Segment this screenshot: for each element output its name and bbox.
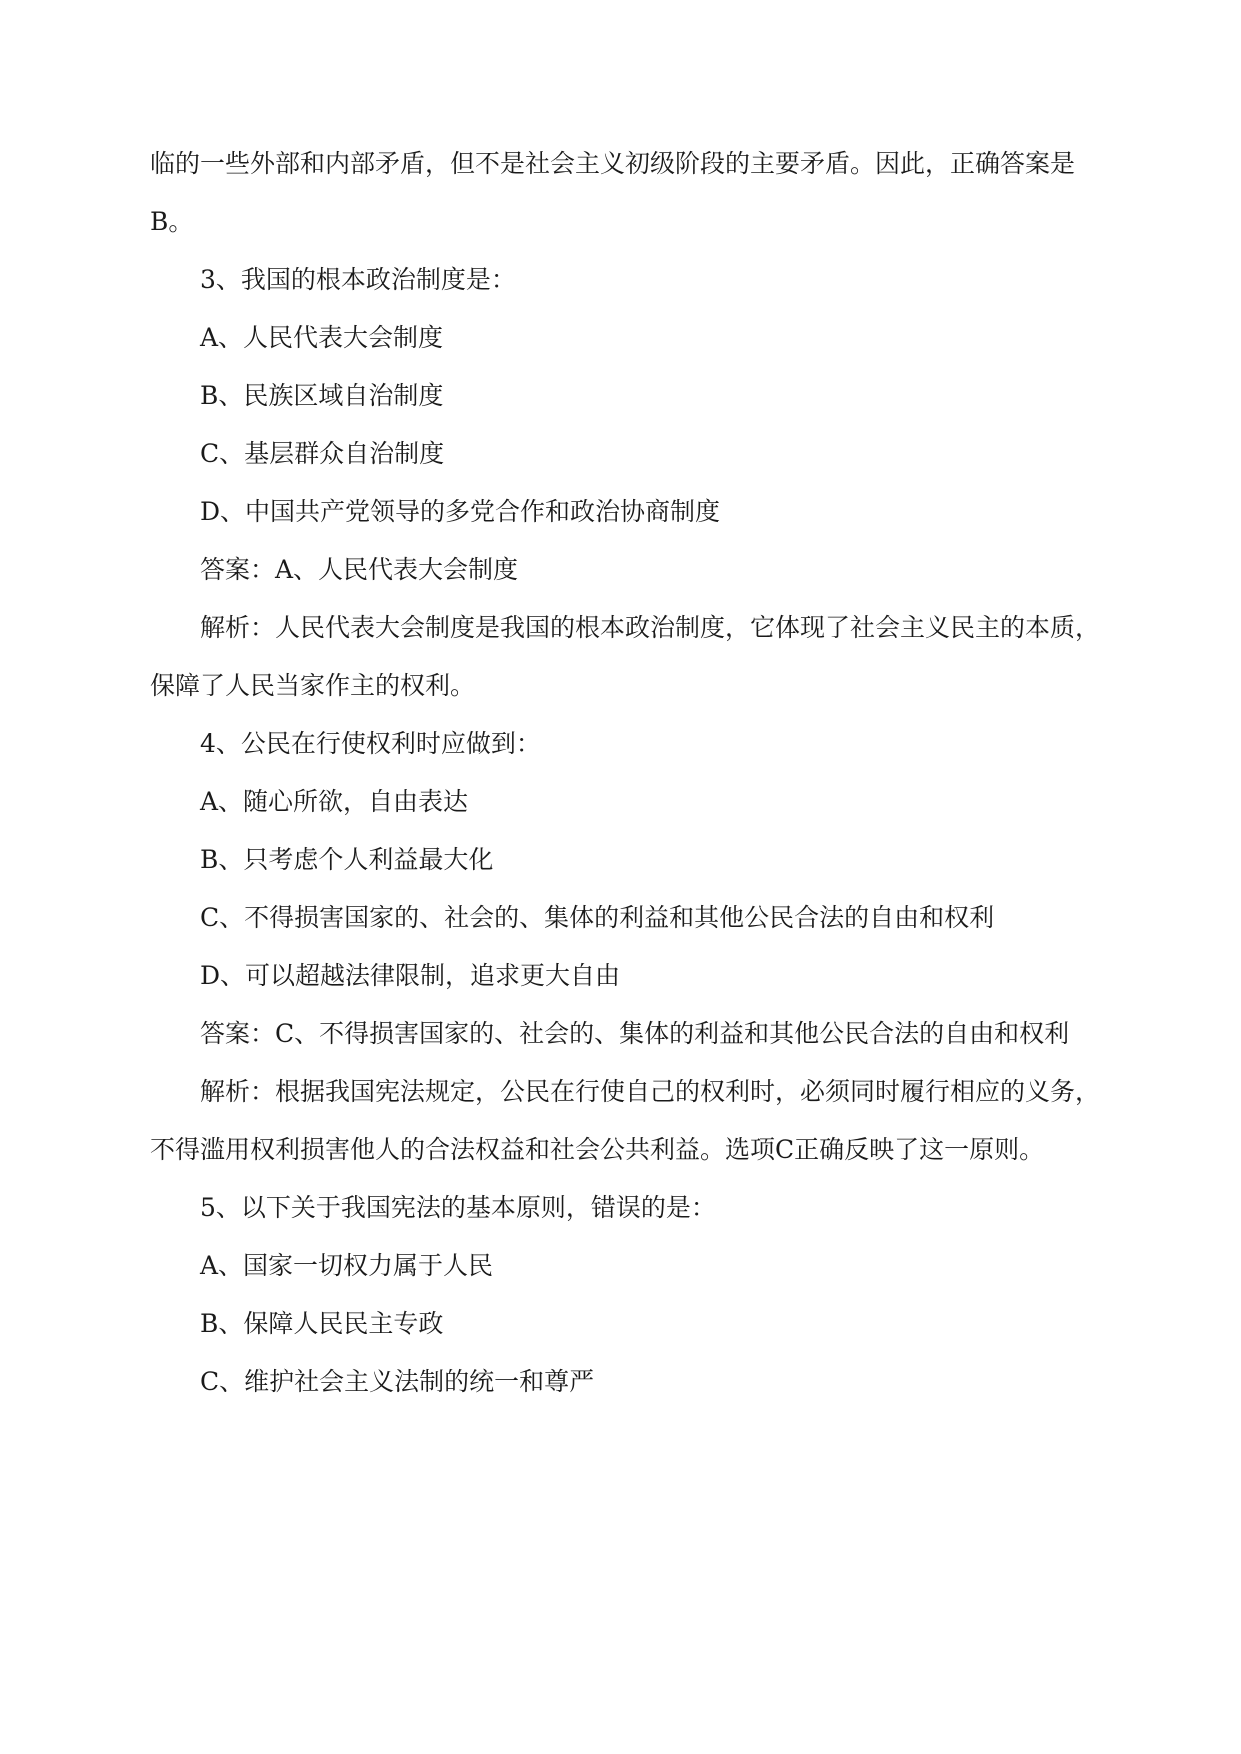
question-3-option-d: D、中国共产党领导的多党合作和政治协商制度	[200, 497, 721, 526]
intro-line-1: 临的一些外部和内部矛盾，但不是社会主义初级阶段的主要矛盾。因此，正确答案是	[150, 149, 1076, 178]
question-3-option-b: B、民族区域自治制度	[200, 381, 444, 410]
question-4-option-d: D、可以超越法律限制，追求更大自由	[200, 961, 621, 990]
question-5-option-a: A、国家一切权力属于人民	[200, 1251, 494, 1280]
question-3-analysis-line-1: 解析：人民代表大会制度是我国的根本政治制度，它体现了社会主义民主的本质，	[200, 613, 1101, 642]
question-5-stem: 5、以下关于我国宪法的基本原则，错误的是：	[200, 1193, 716, 1222]
question-3-stem: 3、我国的根本政治制度是：	[200, 265, 516, 294]
question-3-option-a: A、人民代表大会制度	[200, 323, 444, 352]
question-4-option-c: C、不得损害国家的、社会的、集体的利益和其他公民合法的自由和权利	[200, 903, 995, 932]
question-5-option-b: B、保障人民民主专政	[200, 1309, 444, 1338]
question-3-answer: 答案：A、人民代表大会制度	[200, 555, 519, 584]
question-3-option-c: C、基层群众自治制度	[200, 439, 445, 468]
intro-line-2: B。	[150, 207, 194, 236]
question-4-analysis-line-2: 不得滥用权利损害他人的合法权益和社会公共利益。选项C正确反映了这一原则。	[150, 1135, 1045, 1164]
question-4-analysis-line-1: 解析：根据我国宪法规定，公民在行使自己的权利时，必须同时履行相应的义务，	[200, 1077, 1101, 1106]
question-4-option-a: A、随心所欲，自由表达	[200, 787, 469, 816]
question-4-stem: 4、公民在行使权利时应做到：	[200, 729, 541, 758]
question-3-analysis-line-2: 保障了人民当家作主的权利。	[150, 671, 476, 700]
question-5-option-c: C、维护社会主义法制的统一和尊严	[200, 1367, 595, 1396]
question-4-answer: 答案：C、不得损害国家的、社会的、集体的利益和其他公民合法的自由和权利	[200, 1019, 1070, 1048]
question-4-option-b: B、只考虑个人利益最大化	[200, 845, 494, 874]
